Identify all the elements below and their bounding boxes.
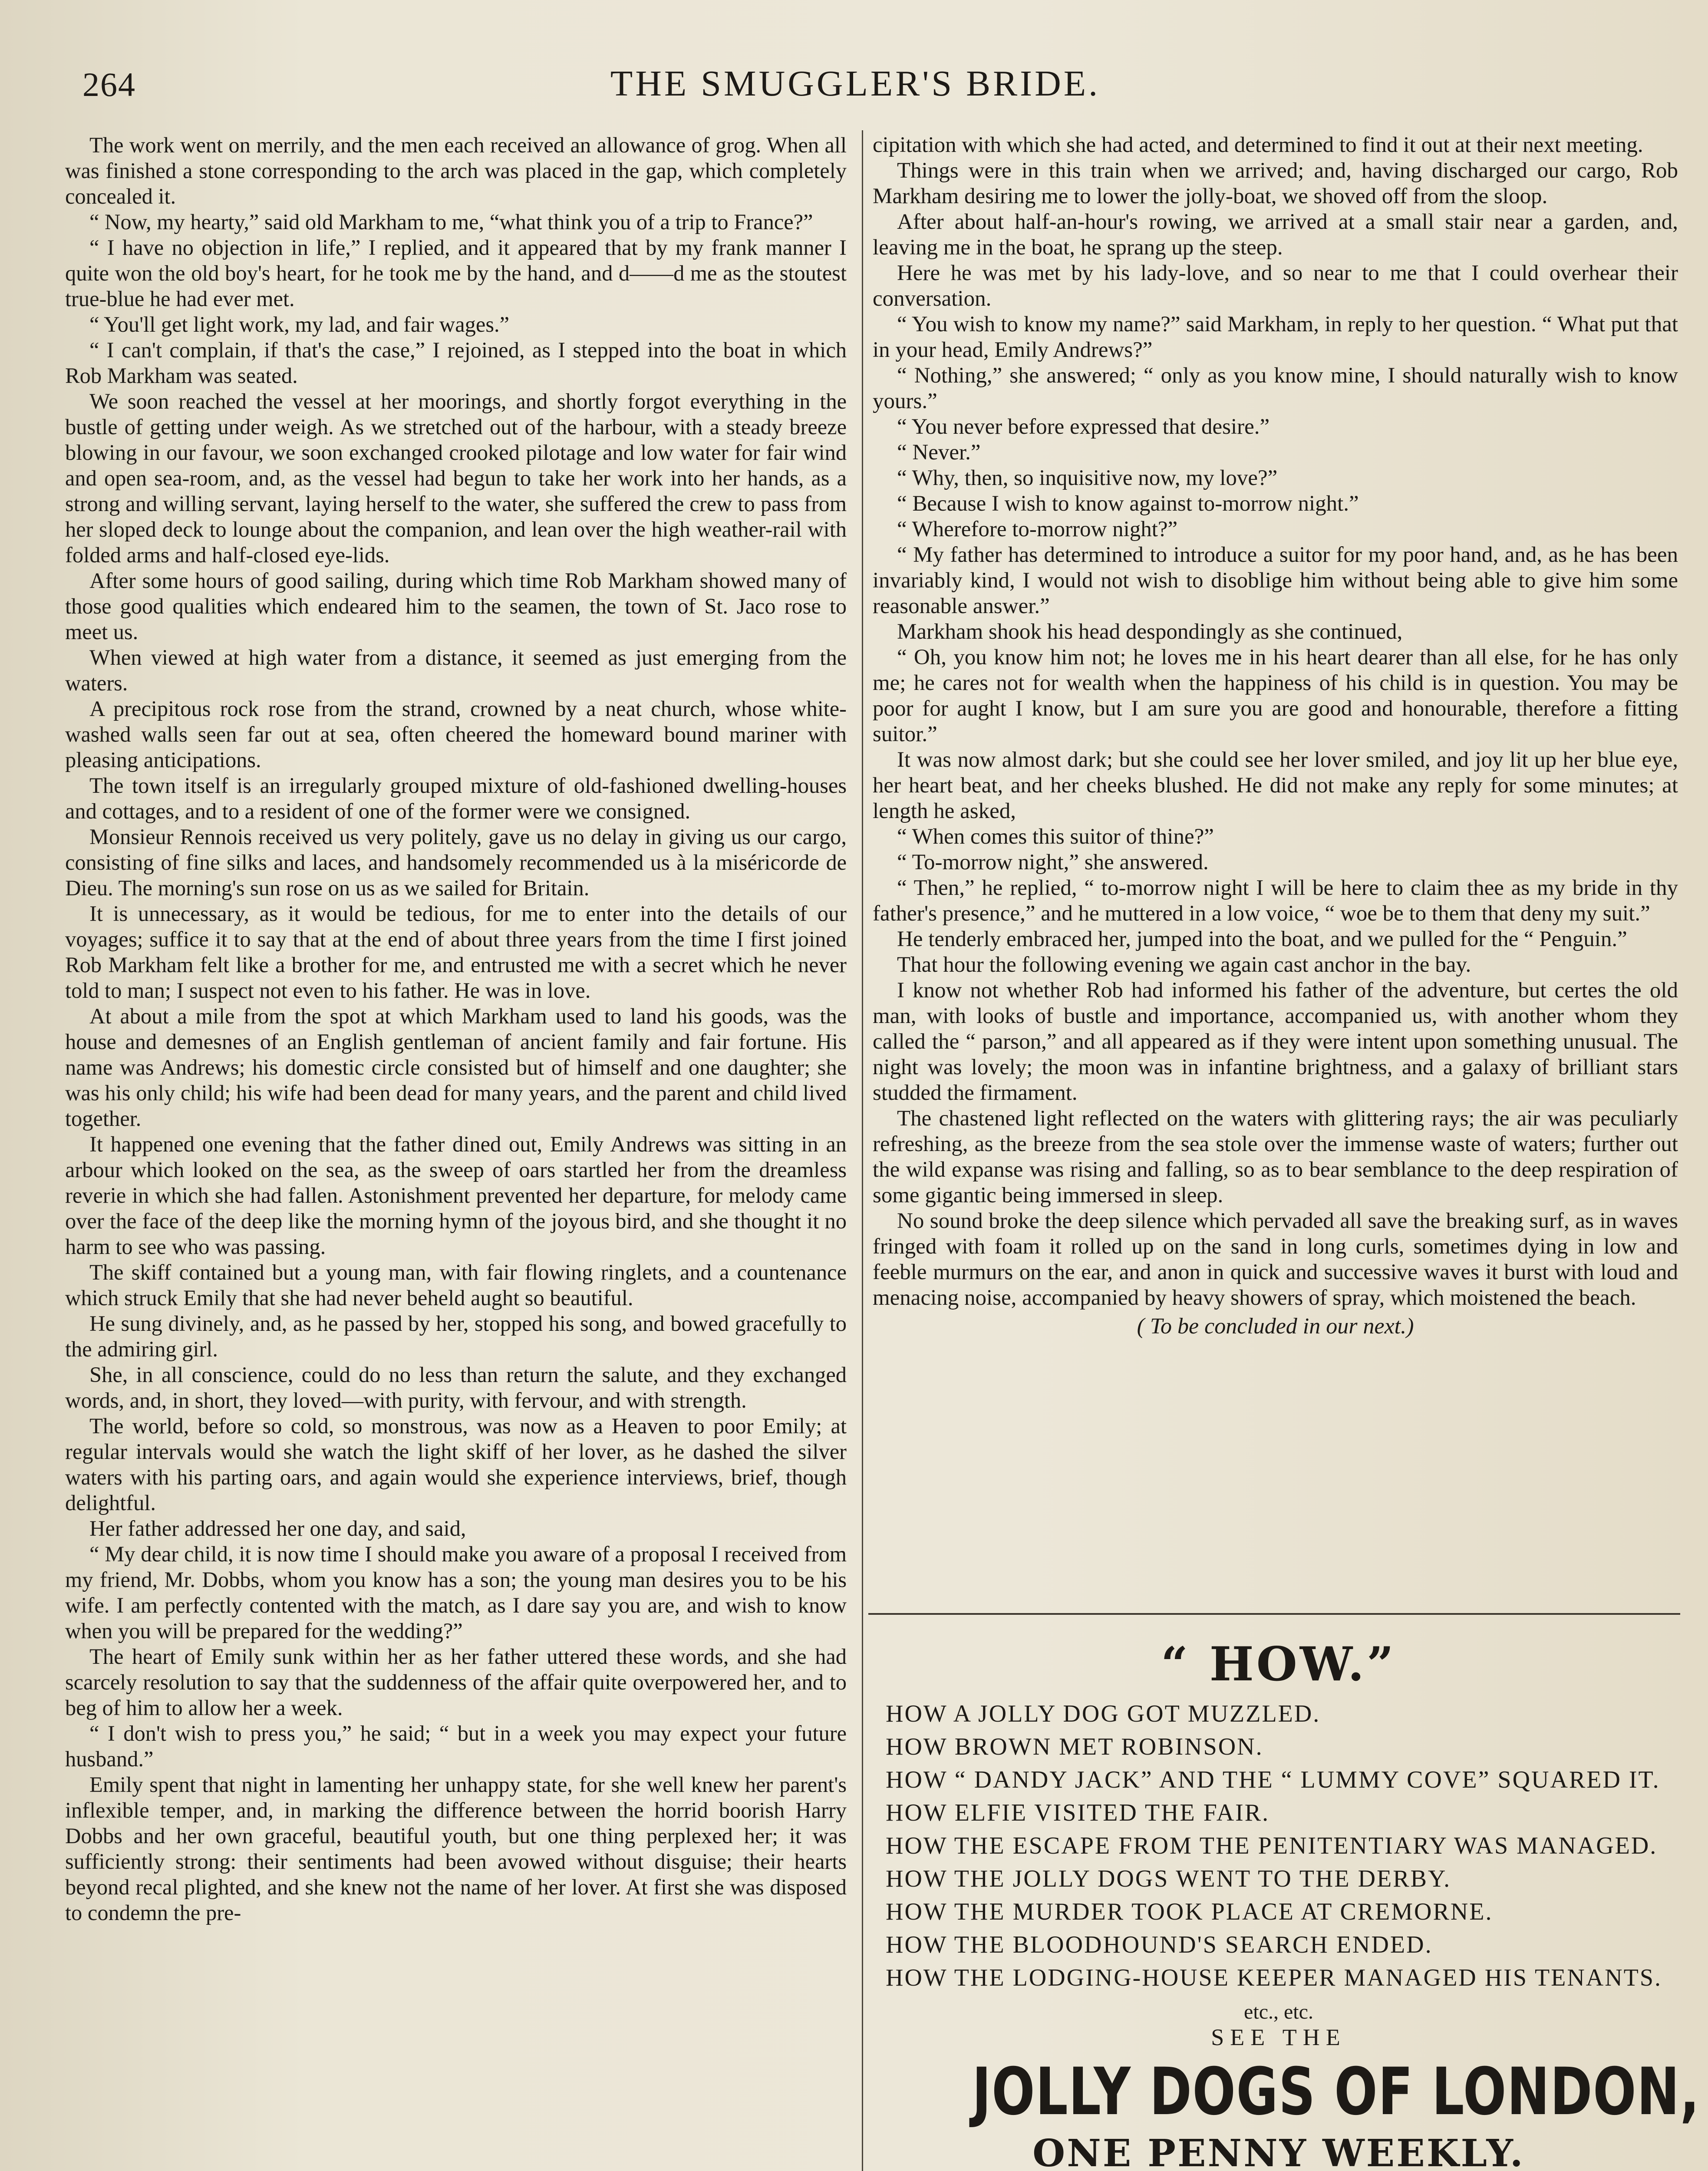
paragraph: She, in all conscience, could do no less than return the salute, and they exchanged words, and, in short, they loved—with purity, with fervour, and with strength. [65, 1363, 847, 1412]
paragraph: I know not whether Rob had informed his father of the adventure, but certes the old man, with looks of bustle and importance, accompanied us, with another whom they called the “ parson,” and all appeared as if they were intent upon something unusual. The night was lovely; the moon was in infantine brightness, and a galaxy of brilliant stars studded the firmament. [873, 978, 1678, 1105]
ad-item: HOW BROWN MET ROBINSON. [886, 1733, 1263, 1760]
paragraph: After some hours of good sailing, during which time Rob Markham showed many of those good qualities which endeared him to the seamen, the town of St. Jaco rose to meet us. [65, 568, 847, 644]
ad-item: HOW THE MURDER TOOK PLACE AT CREMORNE. [886, 1898, 1493, 1925]
continued-note: ( To be concluded in our next.) [1137, 1314, 1414, 1339]
paragraph: “ To-morrow night,” she answered. [897, 850, 1209, 874]
ad-item: HOW THE JOLLY DOGS WENT TO THE DERBY. [886, 1865, 1451, 1892]
paragraph: “ You wish to know my name?” said Markham, in reply to her question. “ What put that in your head, Emily Andrews?” [873, 312, 1678, 362]
paragraph: “ My dear child, it is now time I should make you aware of a proposal I received from my friend, Mr. Dobbs, whom you know has a son; the young man desires you to be his wife. I am perfectly contented with the match, as I dare say you are, and wish to know when you will be prepared for the wedding?” [65, 1542, 847, 1643]
ad-item: HOW THE BLOODHOUND'S SEARCH ENDED. [886, 1931, 1433, 1958]
paragraph: “ Why, then, so inquisitive now, my love?” [897, 466, 1278, 490]
paragraph: “ You'll get light work, my lad, and fair wages.” [89, 312, 510, 337]
ad-weekly-price: ONE PENNY WEEKLY. [1032, 2131, 1525, 2171]
paragraph: The skiff contained but a young man, with fair flowing ringlets, and a countenance which struck Emily that she had never beheld aught so beautiful. [65, 1260, 847, 1310]
paragraph: Things were in this train when we arrived; and, having discharged our cargo, Rob Markham desiring me to lower the jolly-boat, we shoved off from the sloop. [873, 158, 1678, 208]
paragraph: “ Because I wish to know against to-morrow night.” [897, 492, 1359, 516]
ad-banner-title: JOLLY DOGS OF LONDON, [972, 2054, 1700, 2130]
paragraph: Her father addressed her one day, and said, [89, 1516, 466, 1541]
ad-item: HOW A JOLLY DOG GOT MUZZLED. [886, 1700, 1321, 1727]
paragraph: We soon reached the vessel at her moorings, and shortly forgot everything in the bustle of getting under weigh. As we stretched out of the harbour, with a steady breeze blowing in our favour, we soon exchanged crooked pilotage and low water for fair wind and open sea-room, and, as the vessel had begun to take her work into her hands, as a strong and willing servant, laying herself to the water, she suffered the crew to pass from her sloped deck to lounge about the companion, and lean over the high weather-rail with folded arms and half-closed eye-lids. [65, 389, 847, 567]
advertisement-divider [868, 1613, 1680, 1615]
paragraph: That hour the following evening we again cast anchor in the bay. [897, 953, 1471, 977]
paragraph: “ I can't complain, if that's the case,” I rejoined, as I stepped into the boat in which Rob Markham was seated. [65, 338, 847, 388]
paragraph: Here he was met by his lady-love, and so near to me that I could overhear their conversation. [873, 261, 1678, 311]
paragraph: “ My father has determined to introduce a suitor for my poor hand, and, as he has been invariably kind, I would not wish to disoblige him without being able to give him some reasonable answer.” [873, 543, 1678, 618]
paragraph: “ Wherefore to-morrow night?” [897, 517, 1178, 541]
paragraph: “ Now, my hearty,” said old Markham to me, “what think you of a trip to France?” [89, 210, 813, 234]
paragraph: It was now almost dark; but she could see her lover smiled, and joy lit up her blue eye, her heart beat, and her cheeks blushed. He did not make any reply for some minutes; at length he asked, [873, 748, 1678, 823]
ad-see-the: SEE THE [1211, 2024, 1346, 2050]
paragraph: “ Then,” he replied, “ to-morrow night I will be here to claim thee as my bride in thy father's presence,” and he muttered in a low voice, “ woe be to them that deny my suit.” [873, 876, 1678, 926]
paragraph: The heart of Emily sunk within her as her father uttered these words, and she had scarcely resolution to say that the suddenness of the affair quite overpowered her, and to beg of him to allow her a week. [65, 1644, 847, 1720]
paragraph: When viewed at high water from a distance, it seemed as just emerging from the waters. [65, 645, 847, 695]
paragraph: “ Nothing,” she answered; “ only as you know mine, I should naturally wish to know yours.” [873, 363, 1678, 413]
paragraph: “ Never.” [897, 440, 981, 465]
ad-item: HOW THE ESCAPE FROM THE PENITENTIARY WAS MANAGED. [886, 1832, 1658, 1859]
ad-etc: etc., etc. [1244, 2000, 1313, 2023]
column-divider [862, 130, 863, 2171]
paragraph: He sung divinely, and, as he passed by her, stopped his song, and bowed gracefully to the admiring girl. [65, 1311, 847, 1361]
paragraph: The world, before so cold, so monstrous, was now as a Heaven to poor Emily; at regular intervals would she watch the light skiff of her lover, as he dashed the silver waters with his parting oars, and again would she experience interviews, brief, though delightful. [65, 1414, 847, 1515]
paragraph: The work went on merrily, and the men each received an allowance of grog. When all was finished a stone corresponding to the arch was placed in the gap, which completely concealed it. [65, 133, 847, 208]
paragraph: “ I have no objection in life,” I replied, and it appeared that by my frank manner I quite won the old boy's heart, for he took me by the hand, and d——d me as the stoutest true-blue he had ever met. [65, 235, 847, 311]
right-text-column [873, 132, 1678, 1635]
ad-item: HOW “ DANDY JACK” AND THE “ LUMMY COVE” SQUARED IT. [886, 1766, 1660, 1793]
paragraph: After about half-an-hour's rowing, we arrived at a small stair near a garden, and, leaving me in the boat, he sprang up the steep. [873, 210, 1678, 260]
page-header [82, 61, 1628, 113]
paragraph: Monsieur Rennois received us very politely, gave us no delay in giving us our cargo, consisting of fine silks and laces, and handsomely recommended us à la miséricorde de Dieu. The morning's sun rose on us as we sailed for Britain. [65, 825, 847, 900]
paragraph: A precipitous rock rose from the strand, crowned by a neat church, whose white-washed walls seen far out at sea, often cheered the homeward bound mariner with pleasing anticipations. [65, 696, 847, 772]
left-text-column [65, 132, 847, 2171]
paragraph: “ You never before expressed that desire.” [897, 415, 1270, 439]
page-number: 264 [82, 66, 136, 103]
paragraph: It happened one evening that the father dined out, Emily Andrews was sitting in an arbour which looked on the sea, as the sweep of oars startled her from the dreamless reverie in which she had fallen. Astonishment prevented her departure, for melody came over the face of the deep like the morning hymn of the joyous bird, and she thought it no harm to see who was passing. [65, 1132, 847, 1259]
ad-item-list [886, 1700, 1672, 1991]
paragraph: The chastened light reflected on the waters with glittering rays; the air was peculiarly refreshing, as the breeze from the sea stole over the immense waste of waters; further out the wild expanse was rising and falling, so as to bear semblance to the deep respiration of some gigantic being immersed in sleep. [873, 1106, 1678, 1208]
paragraph: “ I don't wish to press you,” he said; “ but in a week you may expect your future husband.” [65, 1721, 847, 1771]
ad-item: HOW THE LODGING-HOUSE KEEPER MANAGED HIS TENANTS. [886, 1964, 1662, 1991]
paragraph: He tenderly embraced her, jumped into the boat, and we pulled for the “ Penguin.” [897, 927, 1627, 951]
paragraph: Emily spent that night in lamenting her unhappy state, for she well knew her parent's inflexible temper, and, in marking the difference between the horrid boorish Harry Dobbs and her own graceful, beautiful youth, but one thing perplexed her; it was sufficiently strong: their sentiments had been avowed without disguise; their hearts beyond recal plighted, and she knew not the name of her lover. At first she was disposed to condemn the pre- [65, 1772, 847, 1925]
paragraph: At about a mile from the spot at which Markham used to land his goods, was the house and demesnes of an English gentleman of ancient family and fair fortune. His name was Andrews; his domestic circle consisted but of himself and one daughter; she was his only child; his wife had been dead for many years, and the parent and child lived together. [65, 1004, 847, 1131]
paragraph: cipitation with which she had acted, and determined to find it out at their next meeting. [873, 133, 1643, 157]
ad-title: “ HOW.” [1161, 1637, 1397, 1692]
ad-item: HOW ELFIE VISITED THE FAIR. [886, 1799, 1270, 1826]
advertisement [886, 1633, 1700, 2171]
paragraph: The town itself is an irregularly grouped mixture of old-fashioned dwelling-houses and cottages, and to a resident of one of the former were we consigned. [65, 773, 847, 823]
running-title: THE SMUGGLER'S BRIDE. [610, 63, 1101, 104]
paragraph: It is unnecessary, as it would be tedious, for me to enter into the details of our voyages; suffice it to say that at the end of about three years from the time I first joined Rob Markham felt like a brother for me, and entrusted me with a secret which he never told to man; I suspect not even to his father. He was in love. [65, 901, 847, 1003]
paragraph: “ Oh, you know him not; he loves me in his heart dearer than all else, for he has only me; he cares not for wealth when the happiness of his child is in question. You may be poor for aught I know, but I am sure you are good and honourable, therefore a fitting suitor.” [873, 645, 1678, 746]
paragraph: “ When comes this suitor of thine?” [897, 825, 1214, 849]
paragraph: Markham shook his head despondingly as she continued, [897, 620, 1403, 644]
paragraph: No sound broke the deep silence which pervaded all save the breaking surf, as in waves fringed with foam it rolled up on the sand in long curls, sometimes dying in low and feeble murmurs on the ear, and anon in quick and successive waves it burst with loud and menacing noise, accompanied by heavy showers of spray, which moistened the beach. [873, 1209, 1678, 1310]
